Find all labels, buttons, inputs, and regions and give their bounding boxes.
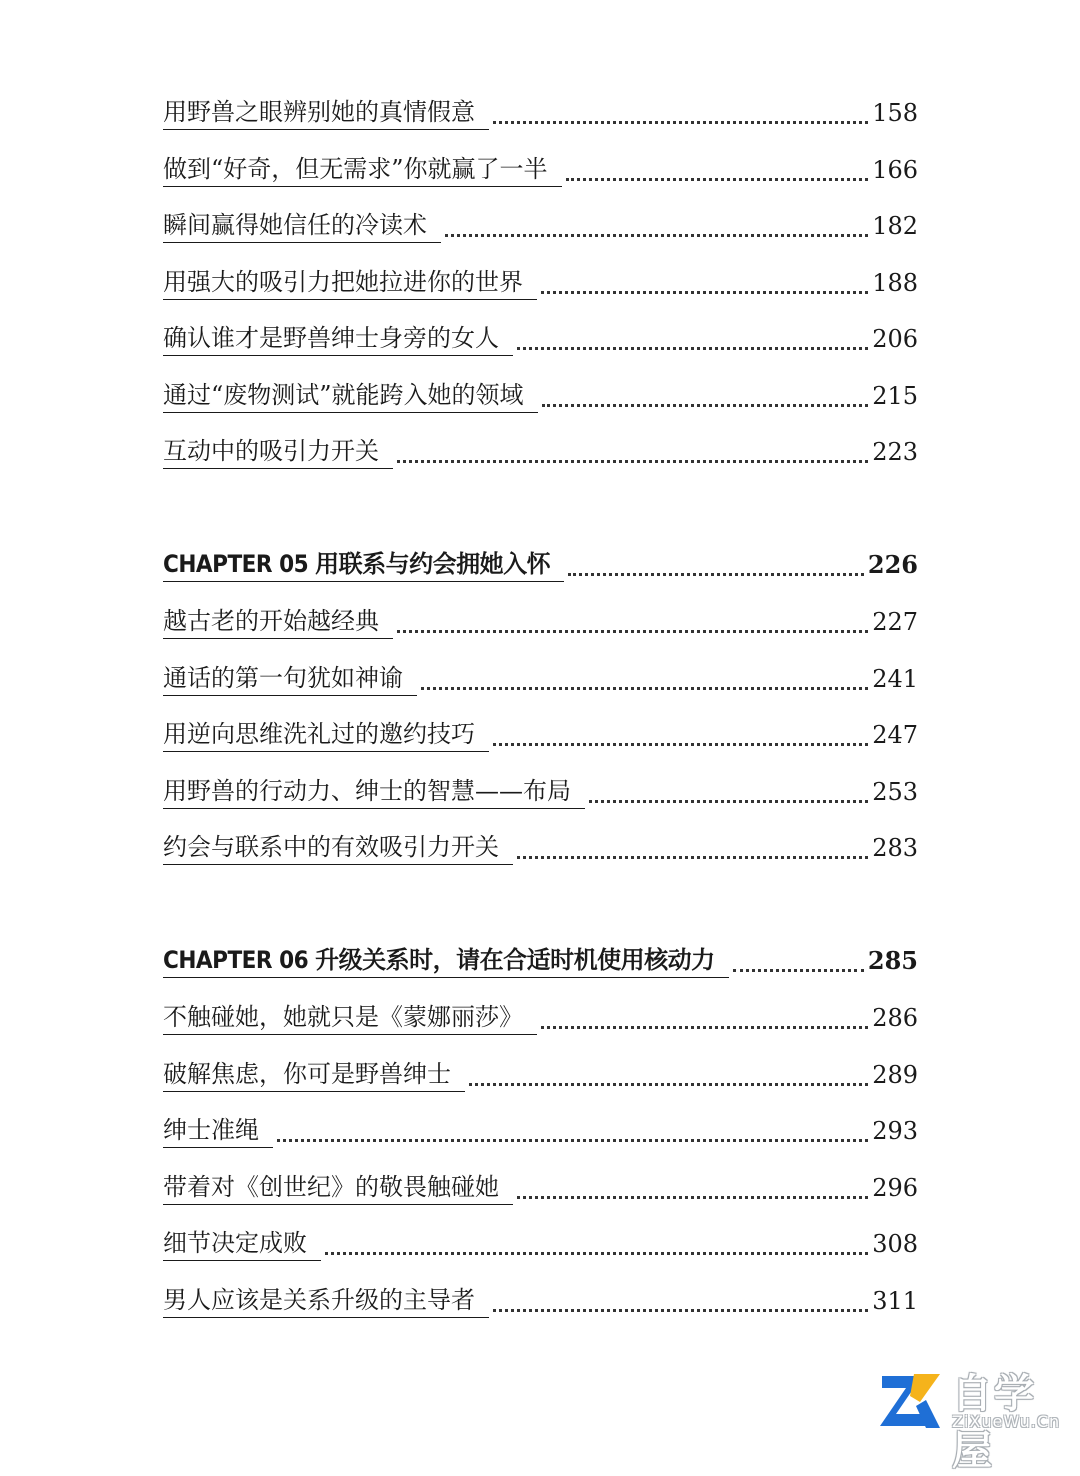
dot-leader (541, 1025, 868, 1029)
toc-entry-title[interactable]: 做到“好奇，但无需求”你就赢了一半 (163, 154, 562, 187)
toc-chapter-page: 226 (867, 550, 918, 579)
toc-entry-title[interactable]: 绅士准绳 (163, 1115, 273, 1148)
dot-leader (421, 686, 868, 690)
toc-entry[interactable] (163, 1165, 918, 1205)
toc-entry-page: 286 (872, 1004, 918, 1032)
toc-entry[interactable] (163, 429, 918, 469)
toc-entry-page: 283 (872, 834, 918, 862)
toc-entry[interactable] (163, 373, 918, 413)
toc-entry-title[interactable]: 带着对《创世纪》的敬畏触碰她 (163, 1172, 513, 1205)
dot-leader (541, 290, 868, 294)
toc-entry-title[interactable]: 破解焦虑，你可是野兽绅士 (163, 1059, 465, 1092)
dot-leader (542, 403, 869, 407)
toc-entry-page: 182 (872, 212, 918, 240)
toc-entry-title[interactable]: 通过“废物测试”就能跨入她的领域 (163, 380, 538, 413)
toc-entry-title[interactable]: 用野兽的行动力、绅士的智慧——布局 (163, 776, 585, 809)
toc-entry-title[interactable]: 用逆向思维洗礼过的邀约技巧 (163, 719, 489, 752)
zx-logo-icon (876, 1366, 942, 1432)
toc-entry[interactable] (163, 147, 918, 187)
toc-entry[interactable] (163, 90, 918, 130)
toc-entry-page: 289 (872, 1061, 918, 1089)
watermark-url: ZiXueWu.Cn (952, 1412, 1061, 1431)
toc-entry-page: 188 (872, 269, 918, 297)
toc-entry-page: 293 (872, 1117, 918, 1145)
toc-entry[interactable] (163, 656, 918, 696)
dot-leader (517, 1195, 868, 1199)
dot-leader (517, 855, 868, 859)
toc-entry-page: 227 (872, 608, 918, 636)
toc-entry-page: 206 (872, 325, 918, 353)
toc-entry-page: 247 (872, 721, 918, 749)
toc-entry-title[interactable]: 确认谁才是野兽绅士身旁的女人 (163, 323, 513, 356)
toc-entry-page: 311 (872, 1287, 918, 1315)
dot-leader (517, 346, 868, 350)
dot-leader (469, 1082, 868, 1086)
toc-entry-title[interactable]: 不触碰她，她就只是《蒙娜丽莎》 (163, 1002, 537, 1035)
toc-entry[interactable] (163, 712, 918, 752)
dot-leader (493, 742, 868, 746)
dot-leader (733, 968, 864, 972)
watermark-logo (876, 1362, 1076, 1474)
toc-entry[interactable] (163, 1278, 918, 1318)
toc-entry[interactable] (163, 316, 918, 356)
toc-entry-page: 223 (872, 438, 918, 466)
dot-leader (493, 120, 868, 124)
dot-leader (568, 572, 864, 576)
dot-leader (277, 1138, 868, 1142)
toc-entry[interactable] (163, 1052, 918, 1092)
dot-leader (445, 233, 868, 237)
toc-chapter-heading[interactable] (163, 938, 918, 978)
toc-entry-page: 253 (872, 778, 918, 806)
toc-entry-title[interactable]: 用强大的吸引力把她拉进你的世界 (163, 267, 537, 300)
toc-entry[interactable] (163, 260, 918, 300)
dot-leader (493, 1308, 868, 1312)
toc-entry-title[interactable]: 瞬间赢得她信任的冷读术 (163, 210, 441, 243)
toc-entry-page: 308 (872, 1230, 918, 1258)
toc-entry[interactable] (163, 203, 918, 243)
dot-leader (589, 799, 868, 803)
toc-chapter-title[interactable]: CHAPTER 05 用联系与约会拥她入怀 (163, 549, 564, 582)
toc-chapter-title[interactable]: CHAPTER 06 升级关系时，请在合适时机使用核动力 (163, 945, 729, 978)
toc-entry-title[interactable]: 细节决定成败 (163, 1228, 321, 1261)
toc-entry-title[interactable]: 用野兽之眼辨别她的真情假意 (163, 97, 489, 130)
toc-entry[interactable] (163, 995, 918, 1035)
toc-entry-title[interactable]: 互动中的吸引力开关 (163, 436, 393, 469)
toc-entry-title[interactable]: 越古老的开始越经典 (163, 606, 393, 639)
toc-entry[interactable] (163, 769, 918, 809)
toc-chapter-page: 285 (867, 946, 918, 975)
toc-entry-page: 215 (872, 382, 918, 410)
toc-entry-page: 241 (872, 665, 918, 693)
toc-entry-title[interactable]: 约会与联系中的有效吸引力开关 (163, 832, 513, 865)
toc-entry-page: 158 (872, 99, 918, 127)
toc-entry-page: 296 (872, 1174, 918, 1202)
toc-entry[interactable] (163, 825, 918, 865)
toc-entry-title[interactable]: 通话的第一句犹如神谕 (163, 663, 417, 696)
toc-entry[interactable] (163, 1108, 918, 1148)
dot-leader (566, 177, 869, 181)
toc-entry[interactable] (163, 1221, 918, 1261)
toc-chapter-heading[interactable] (163, 542, 918, 582)
dot-leader (397, 459, 868, 463)
toc-entry[interactable] (163, 599, 918, 639)
toc-entry-title[interactable]: 男人应该是关系升级的主导者 (163, 1285, 489, 1318)
dot-leader (325, 1251, 868, 1255)
toc-entry-page: 166 (872, 156, 918, 184)
dot-leader (397, 629, 868, 633)
watermark-name: 自学屋 (952, 1371, 1036, 1474)
